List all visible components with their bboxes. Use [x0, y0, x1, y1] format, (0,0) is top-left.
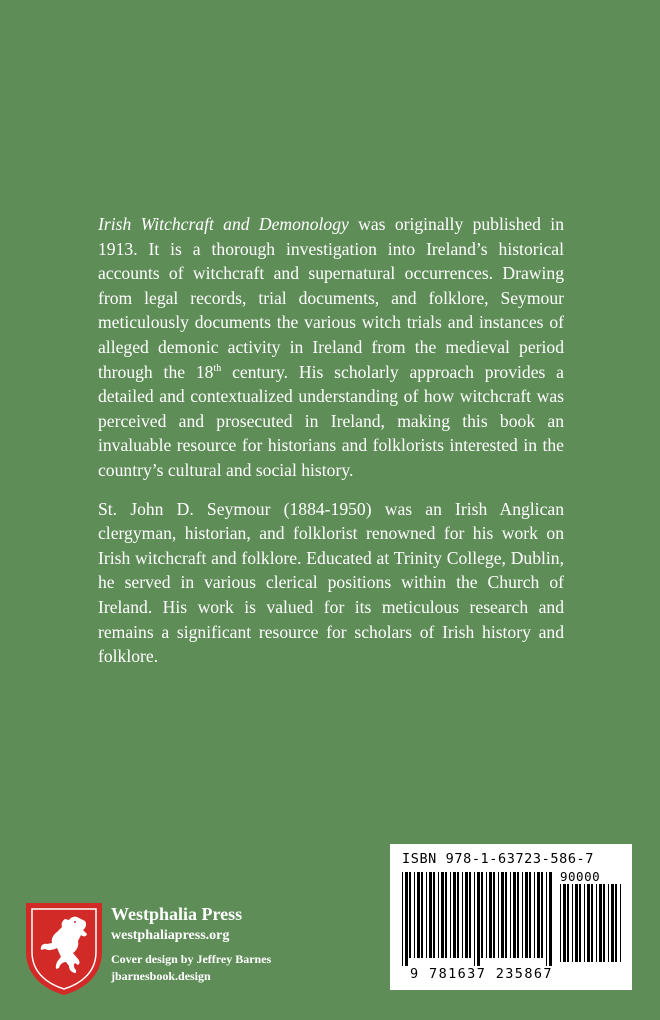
publisher-info — [111, 903, 271, 985]
rearing-horse-shield-icon — [25, 902, 103, 996]
barcode-bar — [572, 884, 573, 962]
back-cover-blurb — [98, 212, 564, 683]
barcode-bar — [575, 884, 578, 962]
barcode-digits: 9 781637 235867 — [410, 966, 553, 982]
cover-credit: Cover design by Jeffrey Barnes — [111, 952, 272, 966]
isbn-label: ISBN 978-1-63723-586-7 — [402, 851, 595, 867]
publisher-url: westphaliapress.org — [111, 928, 230, 943]
book-title: Irish Witchcraft and Demonology — [98, 214, 349, 234]
publisher-name: Westphalia Press — [111, 904, 243, 924]
ordinal-suffix: th — [213, 362, 222, 374]
barcode-bar — [587, 884, 590, 962]
barcode-bar — [567, 884, 569, 962]
barcode-bar — [560, 884, 561, 962]
isbn-barcode — [390, 844, 632, 990]
barcode-bar — [591, 884, 593, 962]
author-bio: St. John D. Seymour (1884-1950) was an Irish Anglican clergyman, historian, and folklorist renowned for his work on Irish witchcraft and folklore. Educated at Trinity College, Dublin, he served in various clerical positions within the Church of Ireland. His work is valued for its meticulous research and remains a significant resource for scholars of Irish history and folklore. — [98, 498, 564, 667]
barcode-bar — [611, 884, 614, 962]
addon-barcode-bars — [390, 884, 632, 968]
barcode-bar — [579, 884, 581, 962]
book-description — [98, 212, 564, 483]
description-text-a: was originally published in 1913. It is a thorough investigation into Ireland’s historical accounts of witchcraft and supernatural occurrences. Drawing from legal records, trial documents, and folklore, Seymour meticulously documents the various witch trials and instances of alleged demonic activity in Ireland from the medieval period through the 18 — [98, 214, 564, 382]
barcode-bar — [584, 884, 585, 962]
price-code: 90000 — [560, 869, 601, 884]
barcode-bar — [620, 884, 621, 962]
designer-url: jbarnesbook.design — [111, 969, 211, 983]
publisher-logo — [25, 902, 103, 996]
barcode-bar — [603, 884, 605, 962]
barcode-bar — [596, 884, 597, 962]
description-text-b: century. His scholarly approach provides a detailed and contextualized understanding of how witchcraft was perceived and prosecuted in Ireland, making this book an invaluable resource for historians and folklorists interested in the country’s cultural and social history. — [98, 361, 564, 480]
barcode-bar — [608, 884, 609, 962]
barcode-bar — [615, 884, 617, 962]
barcode-bar — [563, 884, 566, 962]
barcode-bar — [599, 884, 602, 962]
